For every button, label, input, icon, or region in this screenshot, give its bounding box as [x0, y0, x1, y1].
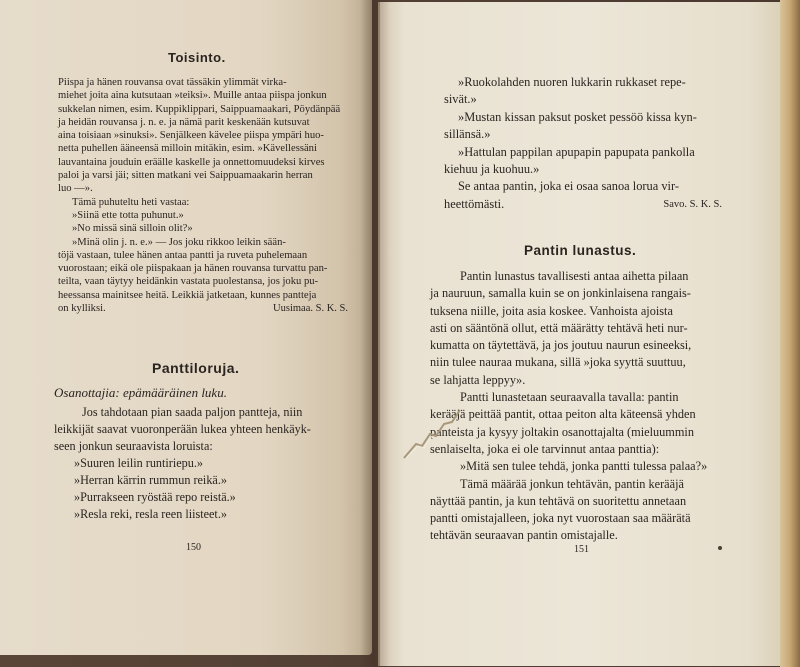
text-line: »No missä sinä silloin olit?»: [72, 223, 193, 235]
rhyme-line: »Ruokolahden nuoren lukkarin rukkaset repe-: [458, 75, 686, 89]
text-line: netta puhellen ääneensä milloin mitäkin, esim. »Kävellessäni: [58, 143, 317, 155]
rhyme-line: »Mustan kissan paksut posket pessöö kissa kyn-: [458, 109, 697, 124]
right-page-number: 151: [574, 544, 589, 555]
book-gutter: [360, 0, 390, 667]
text-line: seen jonkun seuraavista loruista:: [54, 439, 213, 453]
rhyme-line: »Herran kärrin rummun reikä.»: [74, 473, 227, 487]
text-line: senlaiselta, joka ei ole tarvinnut antaa panttia):: [430, 441, 660, 456]
left-paragraph: [58, 76, 348, 315]
rhyme-line: »Purrakseen ryöstää repo reistä.»: [74, 490, 236, 504]
page-edge: [780, 0, 800, 667]
text-line: vuorostaan; eikä ole piispakaan ja hänen rouvansa turvattu pan-: [58, 263, 328, 275]
rhyme-line: »Hattulan pappilan apupapin papupata pankolla: [458, 144, 695, 159]
text-line: ja heidän rouvansa j. n. e. ja nämä parit keskenään kutsuvat: [58, 116, 310, 128]
text-line: luo —».: [58, 183, 93, 195]
text-line: Tämä puhuteltu heti vastaa:: [72, 196, 190, 208]
left-rhymes: [74, 455, 236, 523]
text-line: Jos tahdotaan pian saada paljon pantteja, niin: [82, 405, 303, 419]
text-line: [444, 196, 722, 213]
left-subtitle: Osanottajia: epämääräinen luku.: [54, 385, 227, 400]
ink-spot: [718, 546, 722, 550]
paper-tear: [402, 400, 462, 460]
text-line: Tämä määrää jonkun tehtävän, pantin kerääjä: [460, 476, 684, 491]
text-line: panteista ja kysyy joltakin osanottajalta (mieluummin: [430, 424, 694, 439]
text-line: »Siinä ette totta puhunut.»: [72, 209, 184, 221]
left-paragraph-2: [54, 404, 354, 455]
left-title: Toisinto.: [168, 50, 226, 65]
right-paragraph: [430, 268, 730, 545]
right-rhymes: [444, 74, 722, 213]
text-line: Se antaa pantin, joka ei osaa sanoa lorua vir-: [458, 179, 679, 194]
text-line: »Mitä sen tulee tehdä, jonka pantti tulessa palaa?»: [460, 459, 708, 474]
text-line: näyttää pantin, ja kun tehtävä on suoritettu annetaan: [430, 493, 687, 508]
attribution: Uusimaa. S. K. S.: [273, 303, 348, 315]
text-line: se lahjatta leppyy».: [430, 372, 526, 387]
text-line: pantti omistajalleen, joka nyt vuorostaan saa määrätä: [430, 511, 691, 526]
rhyme-line: kiehuu ja kuohuu.»: [444, 162, 540, 177]
rhyme-line: »Resla reki, resla reen liisteet.»: [74, 507, 227, 521]
text-line-end: heettömästi.: [444, 196, 505, 211]
text-line: kumatta on täytettävä, ja jos joutuu naurun esineeksi,: [430, 338, 692, 353]
text-line: tehtävän seuraavan pantin omistajalle.: [430, 528, 618, 543]
text-line: sukkelan nimen, esim. Kuppiklippari, Saippuamaakari, Pöydänpää: [58, 103, 341, 115]
left-page-number: 150: [186, 542, 201, 553]
rhyme-line: sillänsä.»: [444, 127, 491, 142]
text-line: niin tulee nauraa mukana, sillä »joka syyttä suuttuu,: [430, 355, 686, 370]
text-line: Piispa ja hänen rouvansa ovat tässäkin ylimmät virka-: [58, 77, 287, 88]
text-line: leikkijät saavat vuoronperään lukea yhteen henkäyk-: [54, 422, 311, 436]
text-line: [58, 302, 348, 315]
right-section-title: Pantin lunastus.: [524, 243, 637, 258]
attribution: Savo. S. K. S.: [663, 198, 722, 210]
text-line: kerääjä peittää pantit, ottaa peiton alta käteensä yhden: [430, 407, 696, 422]
text-line: Pantin lunastus tavallisesti antaa aihetta pilaan: [460, 269, 689, 283]
text-line-end: on kylliksi.: [58, 303, 106, 315]
text-line: ja nauruun, samalla kuin se on jonkinlaisena rangais-: [430, 286, 691, 301]
text-line: aina toisiaan »sinuksi». Senjälkeen kävelee piispa ympäri huo-: [58, 130, 324, 142]
text-line: paloi ja varsi jäi; sitten matkani vei Saippuamaakarin herran: [58, 170, 313, 182]
rhyme-line: sivät.»: [444, 92, 477, 107]
text-line: asti on sääntönä ollut, että määrätty tehtävä heti nur-: [430, 320, 688, 335]
left-section-title: Panttiloruja.: [152, 360, 240, 376]
text-line: lauvantaina jouduin eräälle kaskelle ja onnettomuudeksi kirves: [58, 156, 325, 168]
text-line: töjä vastaan, tulee hänen antaa pantti ja ruveta puhelemaan: [58, 249, 308, 261]
text-line: Pantti lunastetaan seuraavalla tavalla: pantin: [460, 390, 679, 405]
text-line: »Minä olin j. n. e.» — Jos joku rikkoo leikin sään-: [72, 236, 286, 248]
text-line: tuksena niille, joita asia koskee. Vanhoista ajoista: [430, 303, 673, 318]
text-line: teilta, vaan täytyy heidänkin vastata puolestansa, jos joku pu-: [58, 276, 319, 288]
rhyme-line: »Suuren leilin runtiriepu.»: [74, 456, 203, 470]
text-line: miehet joita aina kutsutaan »teiksi». Muille antaa piispa jonkun: [58, 90, 327, 102]
text-line: heessansa mainitsee heitä. Leikkiä jatketaan, kunnes pantteja: [58, 289, 317, 301]
